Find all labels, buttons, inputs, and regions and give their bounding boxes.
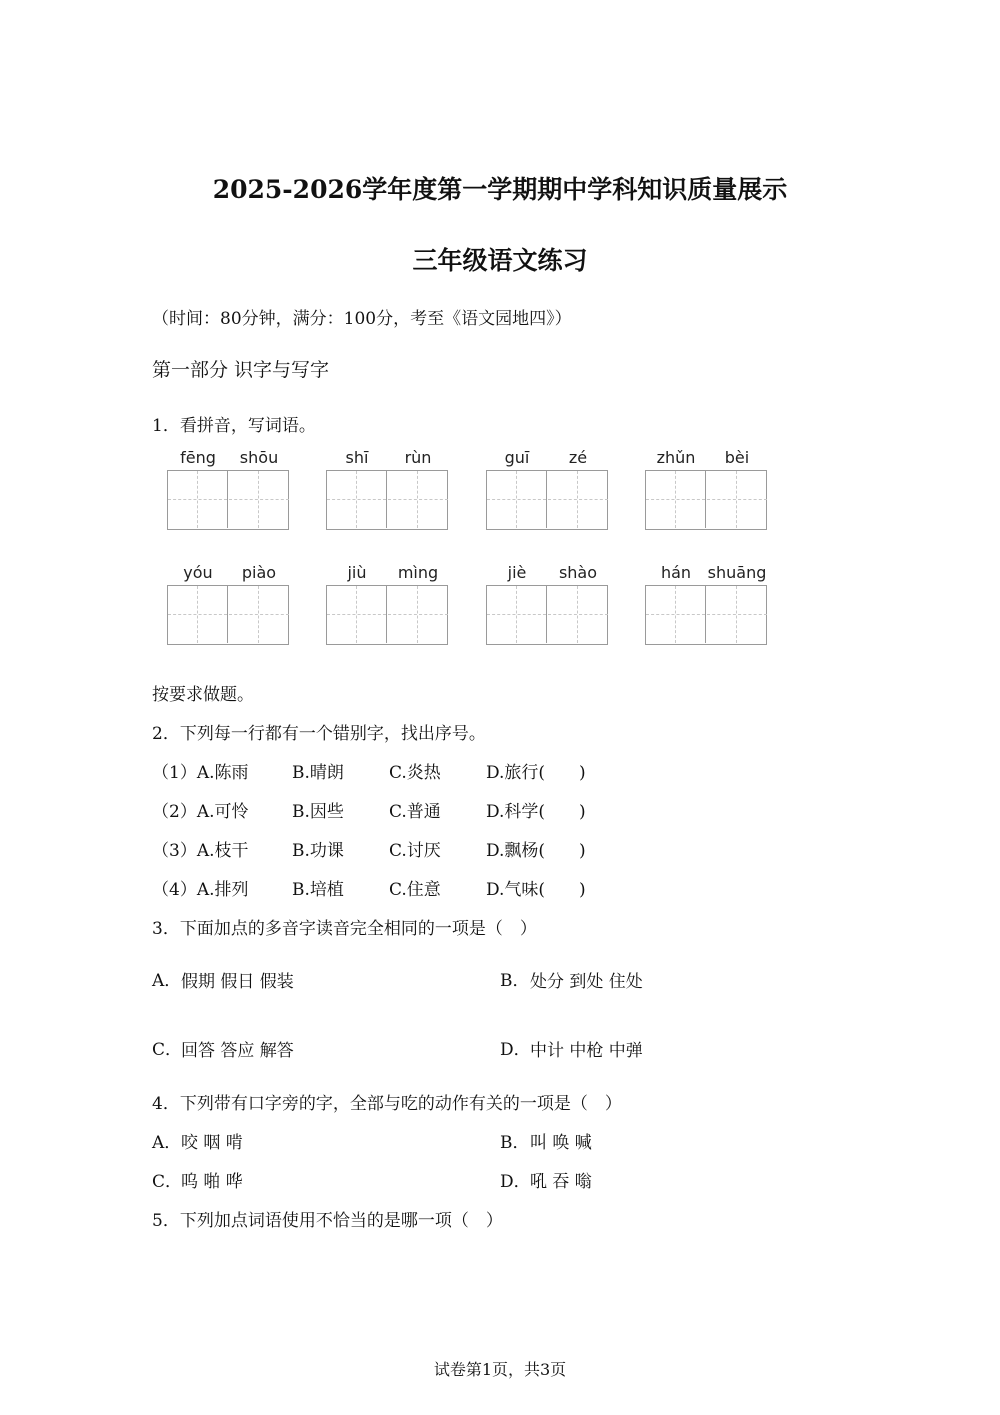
writing-grid[interactable] (486, 585, 608, 645)
writing-grid[interactable] (167, 585, 289, 645)
writing-cell[interactable] (707, 586, 767, 643)
q5-prompt: 5．下列加点词语使用不恰当的是哪一项（ ） (152, 1211, 503, 1231)
pinyin-label: piào (241, 563, 277, 582)
pinyin-label: jiù (347, 563, 367, 582)
pinyin-label: hán (660, 563, 692, 582)
q2-option-d: D.飘杨( ) (486, 841, 586, 861)
q4-option-d-label: D． (500, 1172, 531, 1192)
q3-option-a-words: 假期 假日 假装 (181, 972, 294, 992)
q3-prompt: 3．下面加点的多音字读音完全相同的一项是（ ） (152, 919, 537, 939)
q4-prompt: 4．下列带有口字旁的字，全部与吃的动作有关的一项是（ ） (152, 1094, 622, 1114)
q3-option-d-words: 中计 中枪 中弹 (530, 1041, 643, 1061)
pinyin-label: jiè (507, 563, 527, 582)
q4-option-c-words: 呜 啪 哗 (181, 1172, 243, 1192)
writing-grid[interactable] (486, 470, 608, 530)
writing-cell[interactable] (327, 586, 387, 643)
part1-heading: 第一部分 识字与写字 (152, 359, 330, 381)
q1-prompt: 1．看拼音，写词语。 (152, 416, 316, 436)
q2-option-c: C.住意 (389, 880, 441, 900)
pinyin-label: fēng (180, 448, 216, 467)
q3-option-a-label: A． (152, 971, 182, 991)
writing-cell[interactable] (548, 586, 608, 643)
q2-option-a: （2）A.可怜 (152, 802, 249, 822)
exam-subtitle: 三年级语文练习 (412, 246, 588, 275)
q2-option-d: D.旅行( ) (486, 763, 586, 783)
pinyin-label: shōu (239, 448, 279, 467)
pinyin-label: mìng (397, 563, 439, 582)
q3-option-b-words: 处分 到处 住处 (530, 972, 643, 992)
q4-option-a-words: 咬 咽 啃 (181, 1133, 243, 1153)
writing-cell[interactable] (388, 471, 448, 528)
writing-cell[interactable] (229, 471, 289, 528)
q2-prompt: 2．下列每一行都有一个错别字，找出序号。 (152, 724, 486, 744)
pinyin-label: rùn (404, 448, 432, 467)
q2-option-b: B.功课 (292, 841, 344, 861)
writing-grid[interactable] (645, 585, 767, 645)
page-footer: 试卷第1页，共3页 (433, 1360, 567, 1379)
writing-cell[interactable] (168, 586, 228, 643)
q3-option-d-label: D． (500, 1040, 531, 1060)
q4-option-b-words: 叫 唤 喊 (530, 1133, 592, 1153)
q2-option-b: B.培植 (292, 880, 344, 900)
writing-cell[interactable] (388, 586, 448, 643)
q4-option-b-label: B． (500, 1133, 530, 1153)
pinyin-label: yóu (183, 563, 213, 582)
q4-option-a-label: A． (152, 1133, 182, 1153)
writing-cell[interactable] (646, 471, 706, 528)
pinyin-label: shī (345, 448, 369, 467)
q4-option-c-label: C． (152, 1172, 183, 1192)
q2-option-c: C.炎热 (389, 763, 441, 783)
pinyin-label: zhǔn (656, 448, 696, 467)
q3-option-c-label: C． (152, 1040, 183, 1060)
pinyin-label: guī (504, 448, 530, 467)
writing-grid[interactable] (326, 470, 448, 530)
writing-cell[interactable] (707, 471, 767, 528)
q2-option-c: C.讨厌 (389, 841, 441, 861)
writing-cell[interactable] (229, 586, 289, 643)
pinyin-label: zé (568, 448, 588, 467)
q2-option-a: （3）A.枝干 (152, 841, 249, 861)
writing-cell[interactable] (168, 471, 228, 528)
writing-cell[interactable] (487, 471, 547, 528)
writing-cell[interactable] (548, 471, 608, 528)
exam-title: 2025-2026学年度第一学期期中学科知识质量展示 (212, 175, 788, 204)
pinyin-label: shào (558, 563, 598, 582)
q2-option-d: D.气味( ) (486, 880, 586, 900)
writing-grid[interactable] (167, 470, 289, 530)
pinyin-label: bèi (724, 448, 750, 467)
q3-option-c-words: 回答 答应 解答 (181, 1041, 294, 1061)
writing-grid[interactable] (326, 585, 448, 645)
q2-item (152, 758, 249, 783)
writing-grid[interactable] (645, 470, 767, 530)
exam-info: （时间：80分钟，满分：100分，考至《语文园地四》） (152, 309, 572, 329)
q2-option-a: （1）A.陈雨 (152, 763, 249, 783)
instruction: 按要求做题。 (152, 685, 254, 705)
q2-option-b: B.因些 (292, 802, 344, 822)
writing-cell[interactable] (646, 586, 706, 643)
q2-option-b: B.晴朗 (292, 763, 344, 783)
q4-option-d-words: 吼 吞 嗡 (530, 1172, 592, 1192)
writing-cell[interactable] (327, 471, 387, 528)
q2-option-a: （4）A.排列 (152, 880, 249, 900)
writing-cell[interactable] (487, 586, 547, 643)
q2-option-d: D.科学( ) (486, 802, 586, 822)
q3-option-b-label: B． (500, 971, 530, 991)
pinyin-label: shuāng (707, 563, 767, 582)
q2-option-c: C.普通 (389, 802, 441, 822)
